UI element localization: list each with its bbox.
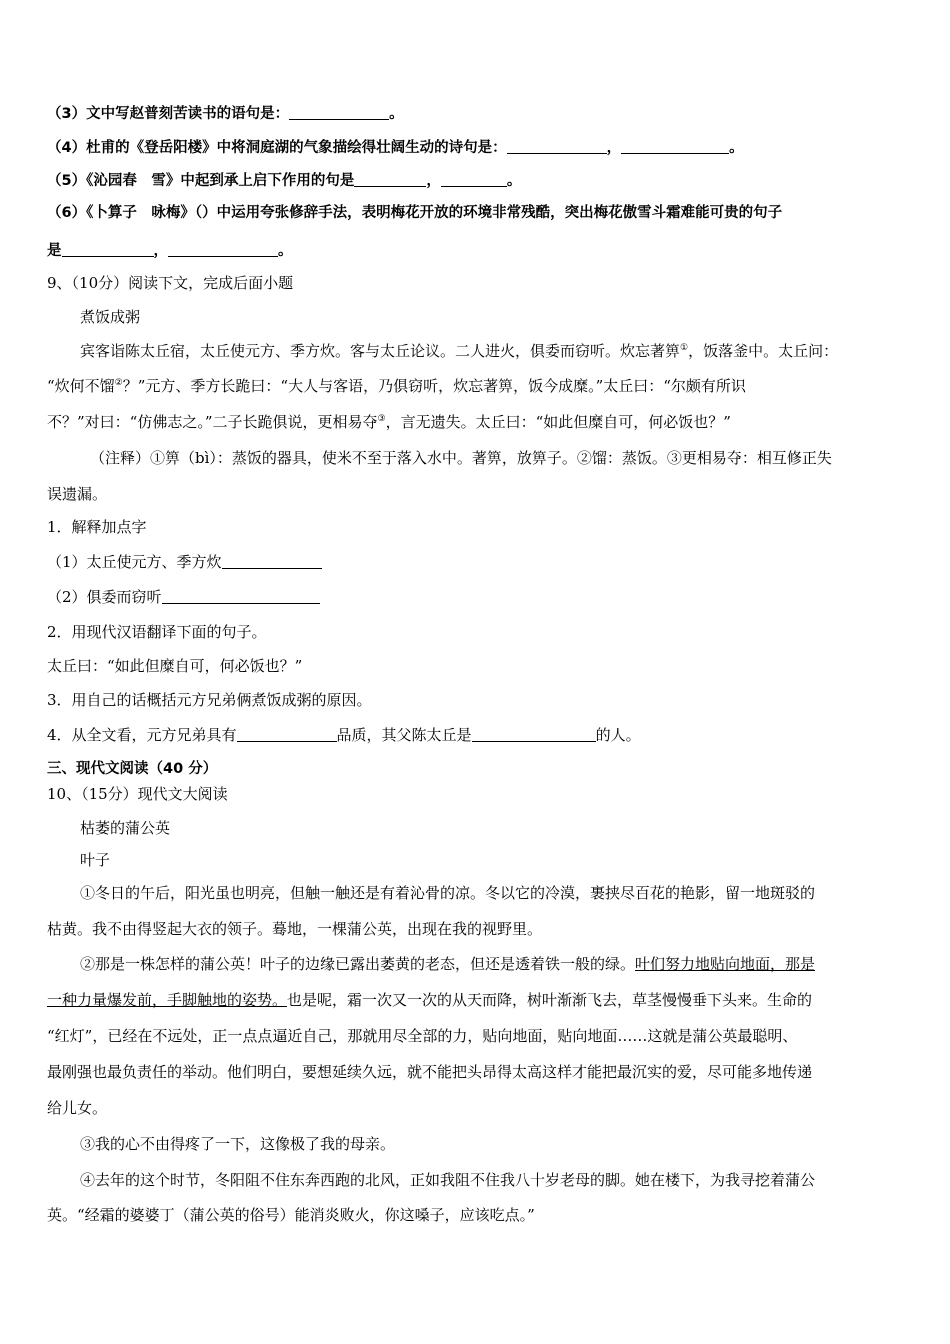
q10-para2-line1a: ②那是一株怎样的蒲公英！叶子的边缘已露出萎黄的老态，但还是透着铁一般的绿。	[80, 955, 636, 973]
q10-para2-line3: “红灯”，已经在不远处，正一点点逼近自己，那就用尽全部的力，贴向地面，贴向地面……这就是蒲公英最聪明、	[47, 1027, 798, 1045]
q9-passage-line3a: 不？”对曰：“仿佛志之。”二子长跪俱说，更相易夺	[47, 413, 378, 431]
q9-passage-line3b: ，言无遗失。太丘曰：“如此但糜自可，何必饭也？”	[385, 413, 731, 431]
q8-item6-start: 是	[47, 243, 62, 259]
q8-item4-blank-1[interactable]	[507, 137, 607, 154]
note-mark-3: ③	[377, 414, 386, 424]
q10-heading: 10、（15分）现代文大阅读	[47, 785, 228, 803]
q9-subq3: 3．用自己的话概括元方兄弟俩煮饭成粥的原因。	[47, 691, 372, 709]
q9-subq4	[47, 725, 641, 745]
q9-subq1-2-blank[interactable]	[162, 587, 320, 604]
q9-passage-line1	[80, 341, 838, 361]
q9-passage-line1a: 宾客诣陈太丘宿，太丘使元方、季方炊。客与太丘论议。二人进火，俱委而窃听。炊忘著箅	[80, 342, 681, 360]
q10-para4-line1: ④去年的这个时节，冬阳阻不住东奔西跑的北风，正如我阻不住我八十岁老母的脚。她在楼下，为我寻挖着蒲公	[80, 1171, 816, 1189]
q10-para2-line2	[47, 990, 812, 1010]
q9-subq1-1	[47, 552, 322, 572]
q8-item3	[47, 103, 404, 124]
q8-item5-sep: ，	[426, 173, 441, 189]
q9-passage-line2b: ？”元方、季方长跪曰：“大人与客语，乃俱窃听，炊忘著箅，饭今成糜。”太丘曰：“尔颇有所识	[122, 377, 746, 395]
q10-para1-line2: 枯黄。我不由得竖起大衣的领子。蓦地，一棵蒲公英，出现在我的视野里。	[47, 920, 543, 938]
q8-item6-blank-2[interactable]	[168, 240, 278, 257]
q9-notes-line2: 误遗漏。	[47, 485, 108, 503]
q8-item4-end: 。	[729, 140, 744, 156]
q9-subq2: 2．用现代汉语翻译下面的句子。	[47, 623, 267, 641]
q9-passage-line2	[47, 376, 746, 396]
q9-passage-line1b: ，饭落釜中。太丘问：	[688, 342, 839, 360]
q10-para2-line5: 给儿女。	[47, 1099, 108, 1117]
q8-item5-blank-2[interactable]	[441, 170, 507, 187]
q8-item5-end: 。	[506, 173, 522, 189]
q10-para3: ③我的心不由得疼了一下，这像极了我的母亲。	[80, 1135, 396, 1153]
q9-subq4-text-c: 的人。	[595, 726, 641, 744]
q9-passage-line3	[47, 412, 731, 432]
q9-title: 煮饭成粥	[80, 308, 141, 326]
q10-para2-line2b: 也是呢，霜一次又一次的从天而降，树叶渐渐飞去，草茎慢慢垂下头来。生命的	[287, 991, 813, 1009]
q8-item3-end: 。	[389, 106, 404, 122]
q8-item6-end: 。	[278, 243, 293, 259]
q8-item3-text: （3）文中写赵普刻苦读书的语句是：	[47, 106, 290, 122]
q10-para2-line1	[80, 954, 815, 974]
q8-item6-blank-1[interactable]	[62, 240, 154, 257]
q8-item4-sep: ，	[606, 140, 622, 156]
note-mark-2: ②	[114, 378, 123, 388]
q9-notes-line1: （注释）①箅（bì）：蒸饭的器具，使米不至于落入水中。著箅，放箅子。②馏：蒸饭。③更相易夺：相互修正失	[90, 449, 832, 467]
q8-item5-text: （5）《沁园春 雪》中起到承上启下作用的句是	[47, 173, 355, 189]
q10-para1-line1: ①冬日的午后，阳光虽也明亮，但触一触还是有着沁骨的凉。冬以它的冷漠，裹挟尽百花的艳影，留一地斑驳的	[80, 884, 816, 902]
q8-item6-sep: ，	[153, 243, 168, 259]
underlined-sentence-part1: 叶们努力地贴向地面，那是	[635, 955, 816, 973]
q8-item3-blank[interactable]	[289, 103, 389, 120]
q9-subq1-2	[47, 587, 320, 607]
q8-item5-blank-1[interactable]	[354, 170, 426, 187]
q8-item6-line2	[47, 240, 293, 261]
q8-item4-text: （4）杜甫的《登岳阳楼》中将洞庭湖的气象描绘得壮阔生动的诗句是：	[47, 140, 507, 156]
q9-passage-line2a: “炊何不馏	[47, 377, 115, 395]
q10-para4-line2: 英。“经霜的婆婆丁（蒲公英的俗号）能消炎败火，你这嗓子，应该吃点。”	[47, 1206, 535, 1224]
q10-para2-line4: 最刚强也最负责任的举动。他们明白，要想延续久远，就不能把头昂得太高这样才能把最沉实的爱，尽可能多地传递	[47, 1063, 813, 1081]
underlined-sentence-part2: 一种力量爆发前，手脚触地的姿势。	[47, 991, 288, 1009]
q10-title: 枯萎的蒲公英	[80, 819, 171, 837]
q9-subq4-text-b: 品质，其父陈太丘是	[336, 726, 472, 744]
q9-subq2-sentence: 太丘曰：“如此但糜自可，何必饭也？”	[47, 657, 303, 675]
q8-item4-blank-2[interactable]	[621, 137, 729, 154]
section3-heading: 三、现代文阅读（40 分）	[47, 761, 218, 777]
q8-item5	[47, 170, 521, 191]
q9-subq1: 1．解释加点字	[47, 518, 147, 536]
q9-heading: 9、（10分）阅读下文，完成后面小题	[47, 274, 294, 292]
note-mark-1: ①	[680, 343, 689, 353]
q10-author: 叶子	[80, 851, 111, 869]
q8-item4	[47, 137, 744, 158]
q9-subq4-blank-2[interactable]	[472, 725, 596, 742]
q9-subq1-2-text: （2）俱委而窃听	[47, 588, 162, 606]
q9-subq4-text-a: 4．从全文看，元方兄弟具有	[47, 726, 237, 744]
q9-subq1-1-text: （1）太丘使元方、季方炊	[47, 553, 222, 571]
q9-subq1-1-blank[interactable]	[222, 552, 322, 569]
q9-subq4-blank-1[interactable]	[237, 725, 337, 742]
q8-item6-line1: （6）《卜算子 咏梅》（）中运用夸张修辞手法，表明梅花开放的环境非常残酷，突出梅花傲雪斗霜难能可贵的句子	[47, 205, 783, 221]
